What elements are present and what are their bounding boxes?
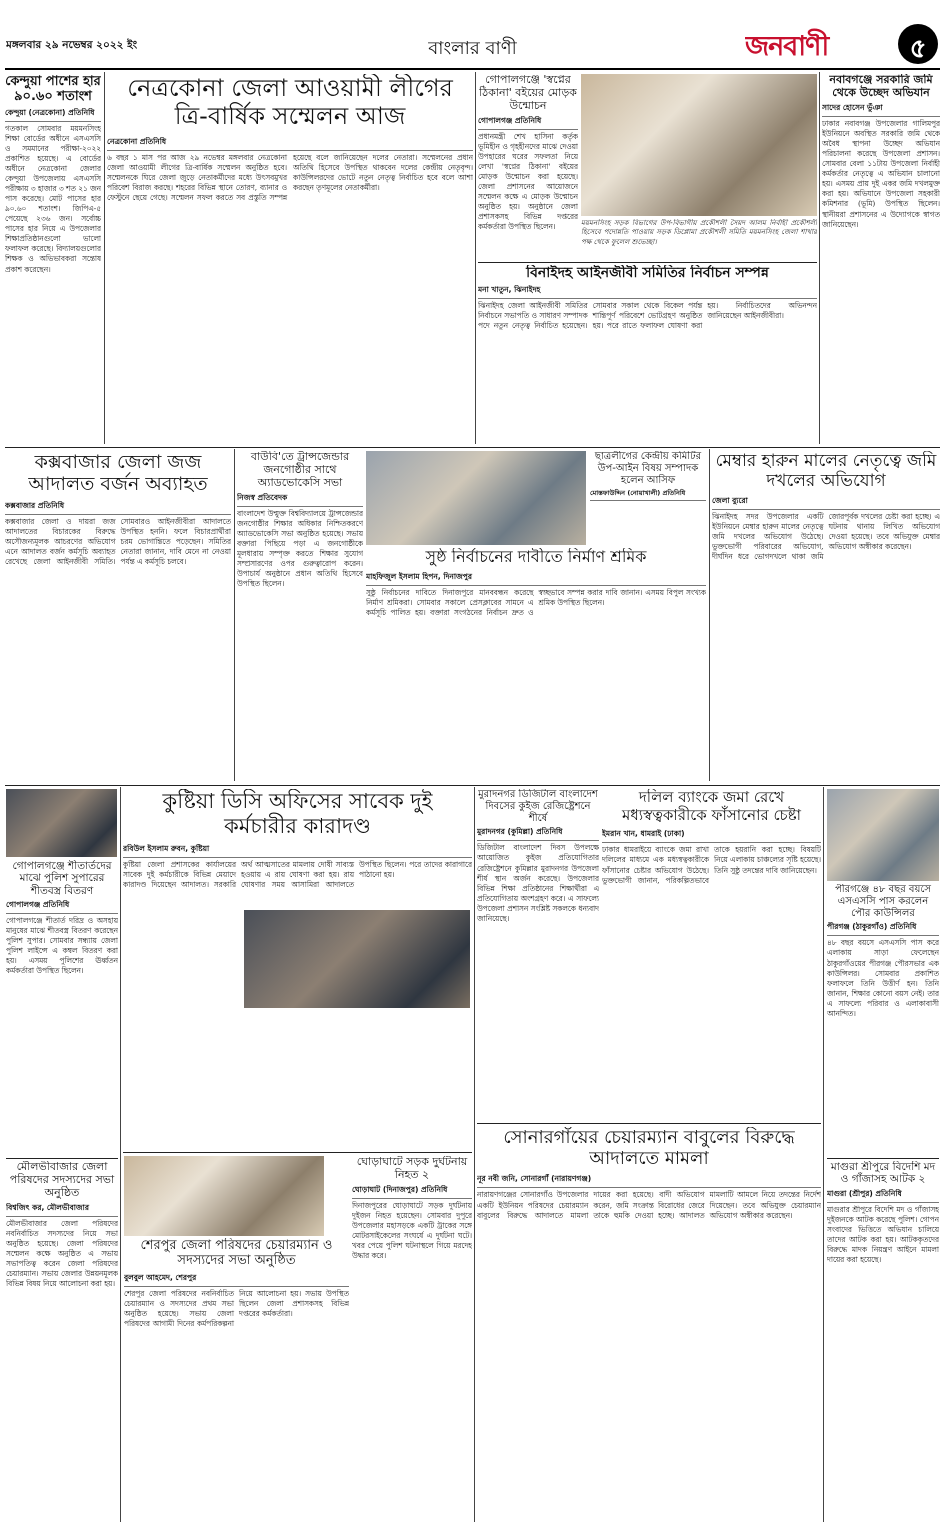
article-headline: সুষ্ঠ নির্বাচনের দাবীতে নির্মাণ শ্রমিক: [425, 548, 647, 566]
article-muradnagar-quiz: [477, 789, 599, 1119]
article-byline: নেত্রকোনা প্রতিনিধি: [107, 137, 473, 151]
article-body: ঢাকার নবাবগঞ্জ উপজেলার গালিমপুর ইউনিয়নে অবস্থিত সরকারি জমি থেকে অবৈধ স্থাপনা উচ্ছেদ অভিযান পরিচালনা করেছে উপজেলা প্রশাসন। সোমবার বেলা ১১টায় উপজেলা নির্বাহী কর্মকর্তার নেতৃত্বে এ অভিযান চালানো হয়। এসময় প্রায় দুই একর জমি দখলমুক্ত করা হয়। অভিযানে উপজেলা সহকারী কমিশনার (ভূমি) উপস্থিত ছিলেন। স্থানীয়রা প্রশাসনের এ উদ্যোগকে স্বাগত জানিয়েছেন।: [822, 118, 940, 229]
column-rule: [709, 449, 710, 781]
article-body: ঝিনাইদহ জেলা আইনজীবী সমিতির নির্বাচনে সভাপতি ও সাধারণ সম্পাদক পদে নতুন নেতৃত্ব নির্বাচিত হয়েছেন। সোমবার সকাল থেকে বিকেল পর্যন্ত শান্তিপূর্ণ পরিবেশে ভোটগ্রহণ অনুষ্ঠিত হয়। পরে রাতে ফলাফল ঘোষণা করা হয়। নির্বাচিতদের অভিনন্দন জানিয়েছেন আইনজীবীরা।: [478, 300, 817, 330]
article-nawabganj-eviction: [822, 74, 940, 444]
article-body: ঢাকার ধামরাইয়ে ব্যাংকে জমা রাখা দলিলের মাধ্যমে এক মধ্যস্বত্বকারীকে ফাঁসানোর চেষ্টার অভিযোগ উঠেছে। ভুক্তভোগী জানান, পরিকল্পিতভাবে তাকে হয়রানি করা হচ্ছে। বিষয়টি নিয়ে এলাকায় চাঞ্চল্যের সৃষ্টি হয়েছে। তিনি সুষ্ঠু তদন্তের দাবি জানিয়েছেন।: [602, 845, 821, 885]
article-headline: নেত্রকোনা জেলা আওয়ামী লীগের ত্রি-বার্ষিক সম্মেলন আজ: [127, 74, 453, 131]
article-headline: কক্সবাজার জেলা জজ আদালত বর্জন অব্যাহত: [28, 451, 208, 496]
article-byline: মনা খাতুন, ঝিনাইদহ: [478, 285, 817, 299]
article-byline: নূর নবী জনি, সোনারগাঁ (নারায়ণগঞ্জ): [477, 1174, 821, 1188]
article-byline: পীরগঞ্জ (ঠাকুরগাঁও) প্রতিনিধি: [827, 922, 939, 936]
article-byline: মোস্তফাউদ্দিন (নোয়াখালী) প্রতিনিধি: [590, 488, 706, 501]
article-headline: নবাবগঞ্জে সরকারি জমি থেকে উচ্ছেদ অভিযান: [829, 74, 933, 99]
article-byline: বিশ্বজিৎ কর, মৌলভীবাজার: [6, 1203, 118, 1217]
article-byline: সাদের হোসেন ভুঁঞা: [822, 103, 940, 117]
article-headline: পীরগঞ্জে ৪৮ বছর বয়সে এসএসসি পাস করলেন পৌর কাউন্সিলর: [835, 884, 931, 919]
article-headline: বিনাইদহ আইনজীবী সমিতির নির্বাচন সম্পন্ন: [526, 265, 769, 281]
article-headline: গোপালগঞ্জে শীতার্তদের মাঝে পুলিশ সুপারের শীতবস্ত্র বিতরণ: [12, 860, 112, 897]
article-body: প্রধানমন্ত্রী শেখ হাসিনা কর্তৃক ভূমিহীন ও গৃহহীনদের মাঝে দেওয়া উপহারের ঘরের সফলতা নিয়ে লেখা 'স্বপ্নের ঠিকানা' বইয়ের মোড়ক উন্মোচন করা হয়েছে। জেলা প্রশাসনের আয়োজনে সম্মেলন কক্ষে এ মোড়ক উন্মোচন অনুষ্ঠিত হয়। অনুষ্ঠানে জেলা প্রশাসকসহ বিভিন্ন দপ্তরের কর্মকর্তারা উপস্থিত ছিলেন।: [478, 131, 578, 232]
news-photo: [6, 789, 117, 857]
article-body: বাংলাদেশ উন্মুক্ত বিশ্ববিদ্যালয়ে ট্রান্সজেন্ডার জনগোষ্ঠীর শিক্ষার অধিকার নিশ্চিতকরণে অ্যাডভোকেসি সভা অনুষ্ঠিত হয়েছে। সভায় বক্তারা পিছিয়ে পড়া এ জনগোষ্ঠীকে মূলধারায় সম্পৃক্ত করতে শিক্ষার সুযোগ সম্প্রসারণের ওপর গুরুত্বারোপ করেন। উপাচার্য অনুষ্ঠানে প্রধান অতিথি হিসেবে উপস্থিত ছিলেন।: [237, 508, 363, 589]
article-body: ৬ বছর ১ মাস পর আজ ২৯ নভেম্বর মঙ্গলবার নেত্রকোনা জেলা আওয়ামী লীগের ত্রি-বার্ষিক সম্মেলন অনুষ্ঠিত হবে। সম্মেলনকে ঘিরে জেলা জুড়ে নেতাকর্মীদের মধ্যে উৎসবমুখর পরিবেশ বিরাজ করছে। শহরের বিভিন্ন স্থানে তোরণ, ব্যানার ও ফেস্টুনে ছেয়ে গেছে। সম্মেলন সফল করতে সব প্রস্তুতি সম্পন্ন হয়েছে বলে জানিয়েছেন দলের নেতারা। সম্মেলনের প্রধান অতিথি হিসেবে উপস্থিত থাকবেন দলের কেন্দ্রীয় নেতৃবৃন্দ। কাউন্সিলরদের ভোটে নতুন নেতৃত্ব নির্বাচিত হবে বলে আশা করছেন তৃণমূলের নেতাকর্মীরা।: [107, 152, 473, 202]
masthead: [0, 0, 945, 68]
column-rule: [475, 72, 476, 444]
article-land-grab: [712, 451, 940, 781]
article-byline: জেলা ব্যুরো: [712, 496, 940, 510]
article-body: মৌলভীবাজার জেলা পরিষদের নবনির্বাচিত সদস্যদের নিয়ে সভা অনুষ্ঠিত হয়েছে। জেলা পরিষদের সম্মেলন কক্ষে অনুষ্ঠিত এ সভায় সভাপতিত্ব করেন জেলা পরিষদের চেয়ারম্যান। সভায় জেলার উন্নয়নমূলক বিভিন্ন বিষয় নিয়ে আলোচনা করা হয়।: [6, 1218, 118, 1289]
section-rule: [5, 447, 940, 448]
article-body: ৪৮ বছর বয়সে এসএসসি পাস করে এলাকায় সাড়া ফেলেছেন ঠাকুরগাঁওয়ের পীরগঞ্জ পৌরসভার এক কাউন্সিলর। সোমবার প্রকাশিত ফলাফলে তিনি উত্তীর্ণ হন। তিনি জানান, শিক্ষার কোনো বয়স নেই। তার এ সাফল্যে পরিবার ও এলাকাবাসী আনন্দিত।: [827, 938, 939, 1018]
article-byline: গোপালগঞ্জ প্রতিনিধি: [478, 116, 578, 130]
article-headline: ছাত্রলীগের কেন্দ্রীয় কমিটির উপ-আইন বিষয় সম্পাদক হলেন আসিফ: [594, 451, 702, 486]
article-byline: মাহফিজুল ইসলাম হিপন, দিনাজপুর: [366, 572, 706, 586]
article-body: ডিজিটাল বাংলাদেশ দিবস উপলক্ষে আয়োজিত কুইজ প্রতিযোগিতার রেজিষ্ট্রেশনে কুমিল্লার মুরাদনগর উপজেলা শীর্ষ স্থান অর্জন করেছে। উপজেলার বিভিন্ন শিক্ষা প্রতিষ্ঠানের শিক্ষার্থীরা এ প্রতিযোগিতায় অংশগ্রহণ করে। এ সাফল্যে উপজেলা প্রশাসন সংশ্লিষ্ট সকলকে ধন্যবাদ জানিয়েছে।: [477, 843, 599, 923]
article-body: কুষ্টিয়া জেলা প্রশাসকের কার্যালয়ের সাবেক দুই কর্মচারীকে বিভিন্ন মেয়াদে কারাদণ্ড দিয়েছেন আদালত। সরকারি অর্থ আত্মসাতের মামলায় দোষী সাব্যস্ত হওয়ায় এ রায় ঘোষণা করা হয়। রায় ঘোষণার সময় আসামিরা আদালতে উপস্থিত ছিলেন। পরে তাদের কারাগারে পাঠানো হয়।: [123, 859, 472, 889]
article-headline: মাগুরা শ্রীপুরে বিদেশি মদ ও গাঁজাসহ আটক ২: [830, 1161, 936, 1186]
article-headline: দলিল ব্যাংকে জমা রেখে মধ্যস্বত্বকারীকে ফাঁসানোর চেষ্টা: [621, 789, 801, 824]
page-number: ৫: [909, 34, 927, 64]
article-headline: বাউবি'তে ট্রান্সজেন্ডার জনগোষ্ঠীর সাথে অ্যাডভোকেসি সভা: [250, 451, 350, 489]
article-body: শেরপুর জেলা পরিষদের নবনির্বাচিত চেয়ারম্যান ও সদস্যদের প্রথম সভা অনুষ্ঠিত হয়েছে। সভায় জেলা পরিষদের আগামী দিনের কর্মপরিকল্পনা নিয়ে আলোচনা হয়। সভায় উপস্থিত ছিলেন জেলা প্রশাসকসহ বিভিন্ন দপ্তরের কর্মকর্তারা।: [124, 1288, 349, 1328]
article-headline: মেম্বার হারুন মালের নেতৃত্বে জমি দখলের অভিযোগ: [715, 451, 937, 492]
news-photo: [124, 1156, 324, 1236]
photo-caption: ময়মনসিংহ সড়ক বিভাগের উপ-বিভাগীয় প্রকৌশলী সৈয়দ আলম নির্বাহী প্রকৌশলী হিসেবে পদোন্নতি পাওয়ায় সড়ক ডিপ্লোমা প্রকৌশলী সমিতি ময়মনসিংহ জেলা শাখার পক্ষ থেকে ফুলেল শুভেচ্ছা।: [581, 219, 817, 246]
column-rule: [234, 449, 235, 781]
article-magura-arrest: [827, 1161, 939, 1521]
article-headline: কেন্দুয়া পাশের হার ৯০.৬০ শতাংশ: [5, 74, 101, 105]
column-rule: [120, 787, 121, 1522]
news-photo: [244, 910, 470, 1008]
article-headline: মৌলভীবাজার জেলা পরিষদের সদস্যদের সভা অনুষ্ঠিত: [9, 1161, 115, 1199]
section-rule: [123, 1152, 472, 1153]
article-moulvibazar-council: [6, 1161, 118, 1521]
article-headline: শেরপুর জেলা পরিষদের চেয়ারম্যান ও সদস্যদের সভা অনুষ্ঠিত: [140, 1238, 333, 1269]
article-byline: কেন্দুয়া (নেত্রকোনা) প্রতিনিধি: [5, 108, 101, 122]
article-netrokona-conference: [107, 74, 473, 444]
column-rule: [819, 72, 820, 444]
column-rule: [823, 787, 824, 1522]
article-byline: বুলবুল আহমেদ, শেরপুর: [124, 1273, 349, 1287]
article-byline: মাগুরা (শ্রীপুর) প্রতিনিধি: [827, 1189, 939, 1203]
article-body: গোপালগঞ্জে শীতার্ত দরিদ্র ও অসহায় মানুষের মাঝে শীতবস্ত্র বিতরণ করেছেন পুলিশ সুপার। সোমবার সন্ধ্যায় জেলা পুলিশ লাইন্সে এ কম্বল বিতরণ করা হয়। এসময় পুলিশের ঊর্ধ্বতন কর্মকর্তারা উপস্থিত ছিলেন।: [6, 916, 118, 976]
article-byline: ইমরান খান, ধামরাই (ঢাকা): [602, 829, 821, 843]
article-body: সুষ্ঠু নির্বাচনের দাবিতে দিনাজপুরে মানববন্ধন করেছে নির্মাণ শ্রমিকরা। সোমবার সকালে প্রেসক্লাবের সামনে এ কর্মসূচি পালিত হয়। বক্তারা সংগঠনের নির্বাচন দ্রুত ও স্বচ্ছভাবে সম্পন্ন করার দাবি জানান। এসময় বিপুল সংখ্যক শ্রমিক উপস্থিত ছিলেন।: [366, 587, 706, 617]
article-construction-workers: [366, 548, 706, 781]
news-photo: [581, 74, 817, 216]
section-rule: [827, 1158, 939, 1159]
article-gopalganj-book: [478, 74, 578, 260]
article-body: মাগুরার শ্রীপুরে বিদেশি মদ ও গাঁজাসহ দুইজনকে আটক করেছে পুলিশ। গোপন সংবাদের ভিত্তিতে অভিযান চালিয়ে তাদের আটক করা হয়। আটককৃতদের বিরুদ্ধে মাদক নিয়ন্ত্রণ আইনে মামলা দায়ের করা হয়েছে।: [827, 1204, 939, 1265]
article-ghoraghat-accident: [352, 1156, 472, 1521]
article-chhatra-league: [590, 451, 706, 547]
article-headline: মুরাদনগর ডিজিটাল বাংলাদেশ দিবসের কুইজ রেজিষ্ট্রেশনে শীর্ষে: [478, 789, 598, 824]
article-body: কক্সবাজার জেলা ও দায়রা জজ আদালতের বিচারকের বিরুদ্ধে অসৌজন্যমূলক আচরণের অভিযোগ এনে আদালত বর্জন কর্মসূচি অব্যাহত রেখেছে জেলা আইনজীবী সমিতি। সোমবারও আইনজীবীরা আদালতে উপস্থিত হননি। ফলে বিচারপ্রার্থীরা চরম ভোগান্তিতে পড়েছেন। সমিতির নেতারা জানান, দাবি মেনে না নেওয়া পর্যন্ত এ কর্মসূচি চলবে।: [5, 516, 231, 567]
article-headline: সোনারগাঁয়ের চেয়ারম্যান বাবুলের বিরুদ্ধে আদালতে মামলা: [503, 1127, 795, 1170]
article-jhenaidah-bar: [478, 265, 817, 445]
page-number-badge: [898, 24, 938, 64]
article-sonargaon-case: [477, 1127, 821, 1522]
article-body: গতকাল সোমবার ময়মনসিংহ শিক্ষা বোর্ডের অধীনে এসএসসি ও সমমানের পরীক্ষা-২০২২ প্রকাশিত হয়েছে। এ বোর্ডের অধীনে নেত্রকোনা জেলার কেন্দুয়া উপজেলায় এসএসসি পরীক্ষায় ৩ হাজার ৩ শত ২১ জন পাস করেছে। মোট পাসের হার ৯০.৬০ শতাংশ। জিপিএ-৫ পেয়েছে ২৩৬ জন। সর্বোচ্চ পাসের হার নিয়ে এ উপজেলার শিক্ষাপ্রতিষ্ঠানগুলো ভালো ফলাফল করেছে। বিদ্যালয়গুলোর শিক্ষক ও অভিভাবকরা সন্তোষ প্রকাশ করেছেন।: [5, 123, 101, 274]
article-coxsbazar-court: [5, 451, 231, 781]
article-headline: কুষ্টিয়া ডিসি অফিসের সাবেক দুই কর্মচারীর কারাদণ্ড: [162, 789, 433, 838]
masthead-date: মঙ্গলবার ২৯ নভেম্বর ২০২২ ইং: [6, 39, 138, 51]
article-body: ঝিনাইদহ সদর উপজেলার একটি ইউনিয়নে মেম্বার হারুন মালের নেতৃত্বে জমি দখলের অভিযোগ উঠেছে। ভুক্তভোগী পরিবারের অভিযোগ, দীর্ঘদিন ধরে ভোগদখলে থাকা জমি জোরপূর্বক দখলের চেষ্টা করা হচ্ছে। এ ঘটনায় থানায় লিখিত অভিযোগ দেওয়া হয়েছে। তবে অভিযুক্ত মেম্বার অভিযোগ অস্বীকার করেছেন।: [712, 512, 940, 562]
section-rule: [477, 1123, 821, 1124]
article-byline: নিজস্ব প্রতিবেদক: [237, 493, 363, 507]
masthead-logo: জনবাণী: [745, 31, 829, 60]
article-bou-advocacy: [237, 451, 363, 781]
article-byline: রবিউল ইসলাম রুবন, কুষ্টিয়া: [123, 844, 472, 858]
article-byline: কক্সবাজার প্রতিনিধি: [5, 501, 231, 515]
article-pirganj-councillor: [827, 884, 939, 1156]
section-rule: [6, 1158, 118, 1159]
article-headline: গোপালগঞ্জে 'স্বপ্নের ঠিকানা' বইয়ের মোড়ক উন্মোচন: [479, 74, 577, 112]
article-byline: ঘোড়াঘাট (দিনাজপুর) প্রতিনিধি: [352, 1185, 472, 1199]
article-gopalganj-police: [6, 860, 118, 1155]
article-headline: ঘোড়াঘাটে সড়ক দুর্ঘটনায় নিহত ২: [356, 1156, 468, 1181]
section-rule: [5, 785, 940, 786]
news-photo: [366, 451, 586, 545]
article-byline: গোপালগঞ্জ প্রতিনিধি: [6, 900, 118, 914]
article-deed-bank: [602, 789, 821, 1119]
article-kendua-results: [5, 74, 101, 444]
article-sherpur-council: [124, 1238, 349, 1523]
column-rule: [104, 72, 105, 444]
masthead-section: বাংলার বাণী: [428, 38, 517, 59]
article-body: নারায়ণগঞ্জের সোনারগাঁও উপজেলার একটি ইউনিয়ন পরিষদের চেয়ারম্যান বাবুলের বিরুদ্ধে আদালতে মামলা দায়ের করা হয়েছে। বাদী অভিযোগ করেন, জমি সংক্রান্ত বিরোধের জেরে তাকে হুমকি দেওয়া হচ্ছে। আদালত মামলাটি আমলে নিয়ে তদন্তের নির্দেশ দিয়েছেন। তবে অভিযুক্ত চেয়ারম্যান অভিযোগ অস্বীকার করেছেন।: [477, 1190, 821, 1220]
news-photo: [827, 789, 939, 881]
article-byline: মুরাদনগর (কুমিল্লা) প্রতিনিধি: [477, 827, 599, 841]
article-body: দিনাজপুরের ঘোড়াঘাটে সড়ক দুর্ঘটনায় দুইজন নিহত হয়েছেন। সোমবার দুপুরে উপজেলার মহাসড়কে একটি ট্রাকের সঙ্গে মোটরসাইকেলের সংঘর্ষে এ দুর্ঘটনা ঘটে। খবর পেয়ে পুলিশ ঘটনাস্থলে গিয়ে মরদেহ উদ্ধার করে।: [352, 1200, 472, 1261]
column-rule: [474, 787, 475, 1522]
section-rule: [478, 262, 817, 263]
masthead-rule: [5, 68, 940, 70]
